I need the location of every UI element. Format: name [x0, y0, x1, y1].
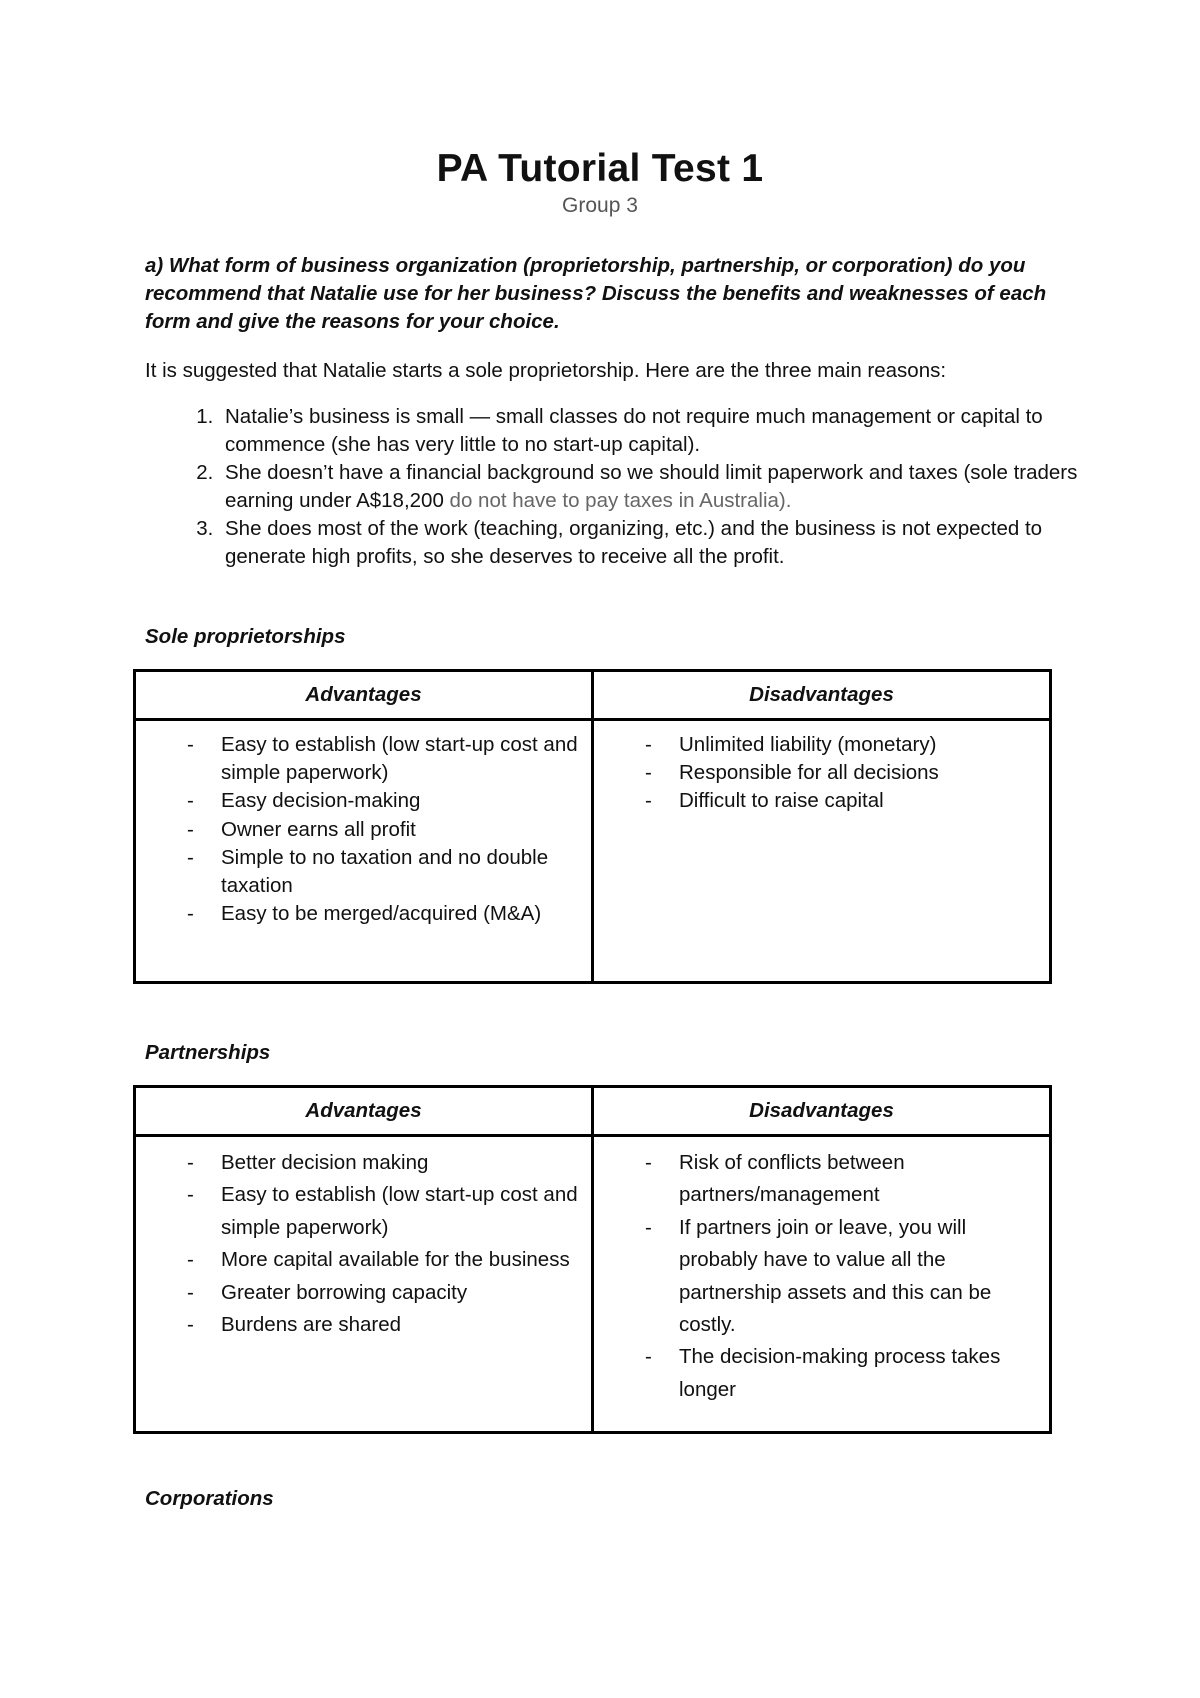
- advantages-list: [137, 731, 590, 928]
- list-item: - Greater borrowing capacity: [187, 1277, 580, 1309]
- reason-item: 3. She does most of the work (teaching, organizing, etc.) and the business is not expected to generate high profits, so she deserves to receive all the profit.: [219, 515, 1119, 571]
- list-item: - Better decision making: [187, 1147, 580, 1179]
- list-item: - Responsible for all decisions: [645, 759, 1038, 787]
- table-row: [135, 720, 1051, 983]
- advantages-list: [137, 1147, 590, 1341]
- list-item: - Easy to establish (low start-up cost and simple paperwork): [187, 731, 580, 787]
- list-item: - Easy decision-making: [187, 787, 580, 815]
- list-item: - The decision-making process takes longer: [645, 1341, 1038, 1406]
- reason-item: 1. Natalie’s business is small — small classes do not require much management or capital to commence (she has very little to no start-up capital).: [219, 403, 1119, 459]
- list-item: - Burdens are shared: [187, 1309, 580, 1341]
- list-item: - Unlimited liability (monetary): [645, 731, 1038, 759]
- sole-proprietorships-table: [133, 669, 1052, 984]
- question-text: a) What form of business organization (proprietorship, partnership, or corporation) do you recommend that Natalie use for her business? Discuss the benefits and weaknesses of each form and give the reasons for your choice.: [145, 254, 1047, 333]
- list-item: - Difficult to raise capital: [645, 787, 1038, 815]
- section-heading-partnerships: Partnerships: [145, 1041, 271, 1064]
- disadvantages-list: [595, 1147, 1048, 1406]
- disadvantages-cell: [593, 1136, 1051, 1433]
- disadvantages-header: Disadvantages: [593, 671, 1051, 720]
- disadvantages-cell: [593, 720, 1051, 983]
- intro-text: It is suggested that Natalie starts a sole proprietorship. Here are the three main reasons:: [145, 359, 947, 382]
- reason-item: [219, 459, 1119, 515]
- list-item: - Simple to no taxation and no double taxation: [187, 844, 580, 900]
- table-row: [135, 1136, 1051, 1433]
- disadvantages-header: Disadvantages: [593, 1087, 1051, 1136]
- list-item: - Risk of conflicts between partners/management: [645, 1147, 1038, 1212]
- page-title: PA Tutorial Test 1: [436, 147, 764, 190]
- advantages-header: Advantages: [135, 1087, 593, 1136]
- table-header-row: [135, 1087, 1051, 1136]
- partnerships-table: [133, 1085, 1052, 1434]
- list-item: - Easy to establish (low start-up cost and simple paperwork): [187, 1179, 580, 1244]
- reason-text: She doesn’t have a financial background so we should limit paperwork and taxes (sole traders earning under A$18,200: [225, 461, 1078, 512]
- disadvantages-list: [595, 731, 1048, 816]
- reason-text-gray: do not have to pay taxes in Australia).: [443, 489, 792, 512]
- advantages-header: Advantages: [135, 671, 593, 720]
- list-item: - If partners join or leave, you will probably have to value all the partnership assets and this can be costly.: [645, 1212, 1038, 1342]
- table-header-row: [135, 671, 1051, 720]
- section-heading-sole-proprietorships: Sole proprietorships: [145, 625, 346, 648]
- list-item: - More capital available for the business: [187, 1244, 580, 1276]
- section-heading-corporations: Corporations: [145, 1487, 274, 1510]
- advantages-cell: [135, 1136, 593, 1433]
- reasons-list: [145, 403, 1119, 571]
- list-item: - Owner earns all profit: [187, 816, 580, 844]
- page-subtitle: Group 3: [562, 194, 638, 217]
- list-item: - Easy to be merged/acquired (M&A): [187, 900, 580, 928]
- advantages-cell: [135, 720, 593, 983]
